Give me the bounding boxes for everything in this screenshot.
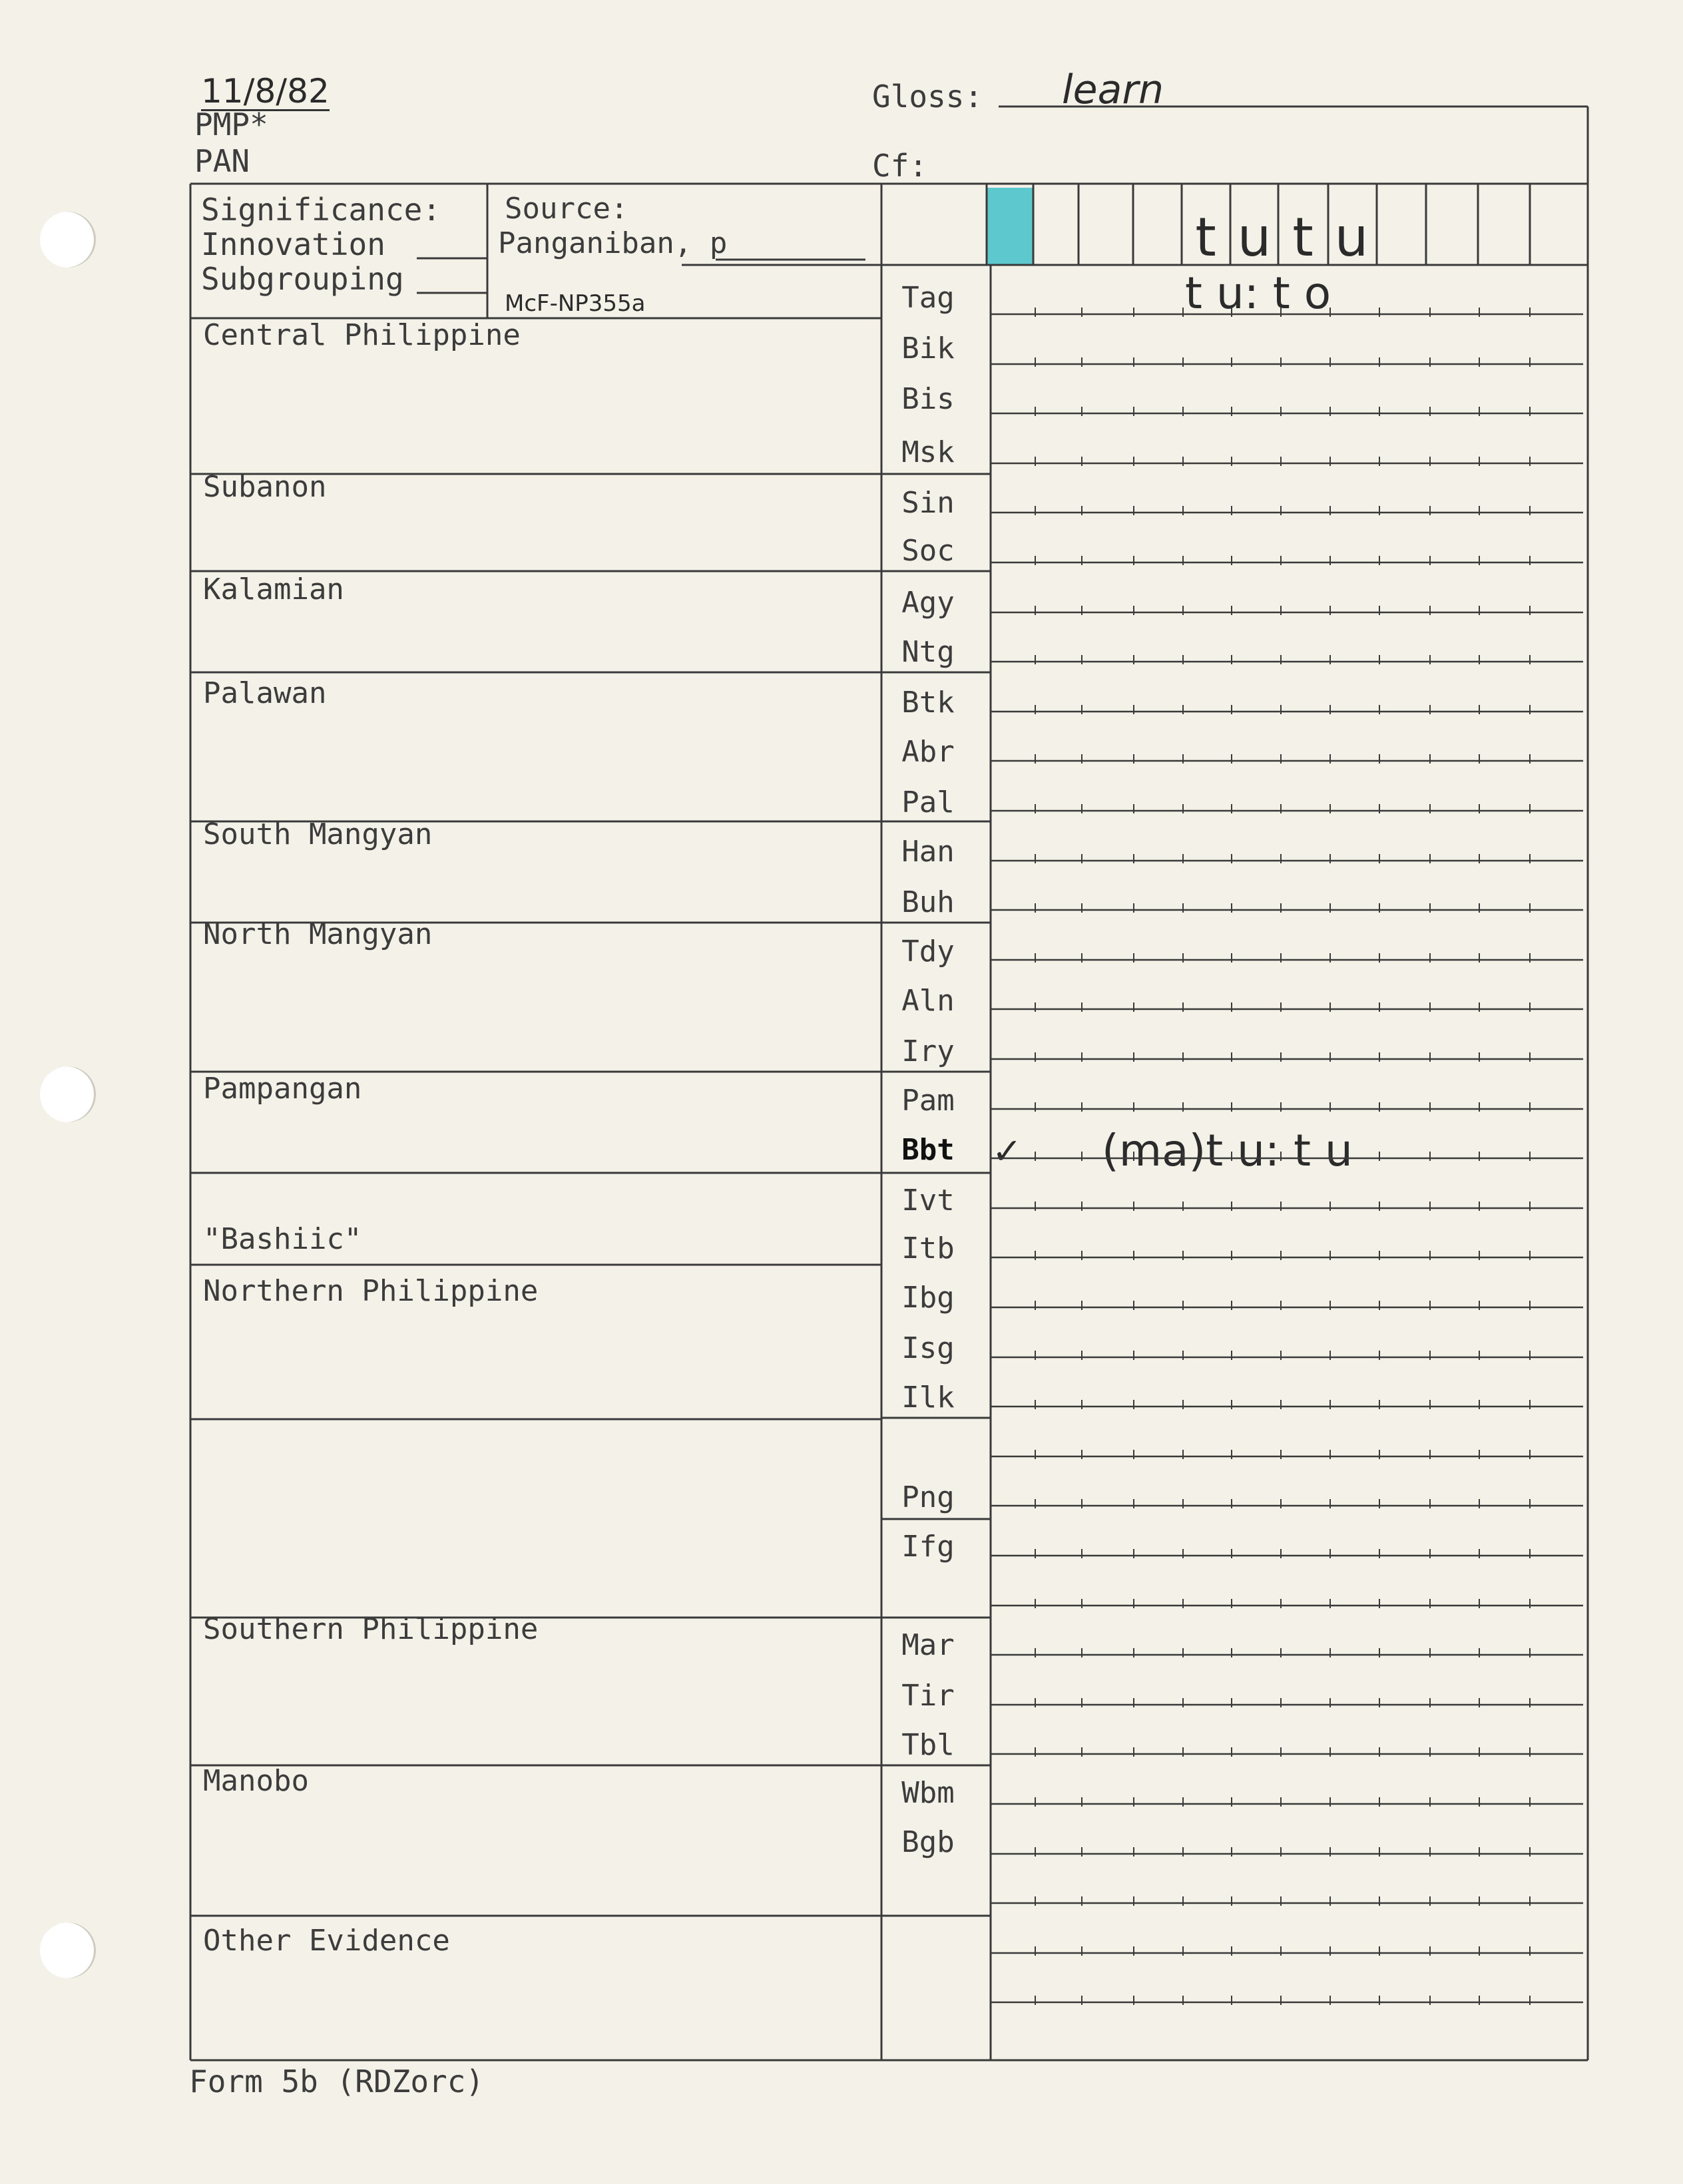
lang-code: Soc bbox=[901, 534, 955, 568]
group-subanon: Subanon bbox=[203, 470, 327, 504]
highlight-cell bbox=[987, 188, 1033, 265]
entry-tag: t u: t o bbox=[1185, 268, 1331, 319]
lang-code: Itb bbox=[901, 1231, 955, 1265]
group-other-evidence: Other Evidence bbox=[203, 1924, 450, 1958]
lang-code: Buh bbox=[901, 885, 955, 919]
lang-code: Bgb bbox=[901, 1825, 955, 1859]
subgrouping-label: Subgrouping bbox=[201, 261, 404, 297]
lang-code: Msk bbox=[901, 435, 955, 469]
protoform-pmp: PMP* bbox=[194, 107, 268, 142]
gloss-label: Gloss: bbox=[872, 79, 983, 114]
lang-code: Ivt bbox=[901, 1184, 955, 1217]
group-north-mangyan: North Mangyan bbox=[203, 917, 433, 951]
lang-code: Tbl bbox=[901, 1728, 955, 1762]
lang-code: Tdy bbox=[901, 935, 955, 969]
entry-bbt: (ma)t u: t u bbox=[1102, 1125, 1353, 1176]
lang-code: Wbm bbox=[901, 1776, 955, 1810]
entry-bbt-check: ✓ bbox=[992, 1130, 1023, 1172]
lang-code: Ifg bbox=[901, 1530, 955, 1564]
lang-code: Iry bbox=[901, 1034, 955, 1068]
source-title: Source: bbox=[505, 192, 628, 226]
group-south-mangyan: South Mangyan bbox=[203, 817, 433, 851]
lang-code: Ilk bbox=[901, 1381, 955, 1415]
source-note: McF-NP355a bbox=[505, 290, 646, 317]
cf-label: Cf: bbox=[872, 148, 928, 184]
lang-code: Abr bbox=[901, 735, 955, 769]
reconstruction-letter: t bbox=[1292, 206, 1314, 268]
group-bashiic: "Bashiic" bbox=[203, 1222, 362, 1256]
lang-code: Ntg bbox=[901, 635, 955, 669]
source-ref: Panganiban, p bbox=[498, 226, 728, 260]
lang-code: Btk bbox=[901, 686, 955, 720]
form-footer: Form 5b (RDZorc) bbox=[189, 2064, 485, 2099]
group-palawan: Palawan bbox=[203, 676, 327, 710]
significance-title: Significance: bbox=[201, 192, 441, 228]
lang-code: Bbt bbox=[901, 1133, 955, 1167]
date: 11/8/82 bbox=[201, 72, 330, 110]
lang-code: Tir bbox=[901, 1679, 955, 1713]
group-kalamian: Kalamian bbox=[203, 572, 344, 606]
lang-code: Tag bbox=[901, 281, 955, 315]
group-manobo: Manobo bbox=[203, 1764, 309, 1798]
innovation-label: Innovation bbox=[201, 226, 385, 262]
lang-code: Ibg bbox=[901, 1281, 955, 1315]
reconstruction-letter: u bbox=[1334, 206, 1369, 268]
lang-code: Han bbox=[901, 835, 955, 869]
lang-code: Aln bbox=[901, 984, 955, 1018]
lang-code: Pal bbox=[901, 785, 955, 819]
lang-code: Sin bbox=[901, 486, 955, 520]
group-pampangan: Pampangan bbox=[203, 1072, 362, 1106]
reconstruction-letter: u bbox=[1237, 206, 1272, 268]
lang-code: Bis bbox=[901, 382, 955, 416]
lang-code: Agy bbox=[901, 586, 955, 620]
gloss-value: learn bbox=[1062, 67, 1164, 113]
lang-code: Mar bbox=[901, 1628, 955, 1662]
group-northern-philippine: Northern Philippine bbox=[203, 1274, 539, 1308]
protoform-pan: PAN bbox=[194, 143, 250, 179]
lang-code: Isg bbox=[901, 1331, 955, 1365]
group-southern-philippine: Southern Philippine bbox=[203, 1612, 539, 1646]
group-central-philippine: Central Philippine bbox=[203, 318, 521, 352]
lang-code: Png bbox=[901, 1480, 955, 1514]
lang-code: Bik bbox=[901, 331, 955, 365]
lang-code: Pam bbox=[901, 1084, 955, 1118]
reconstruction-letter: t bbox=[1195, 206, 1216, 268]
